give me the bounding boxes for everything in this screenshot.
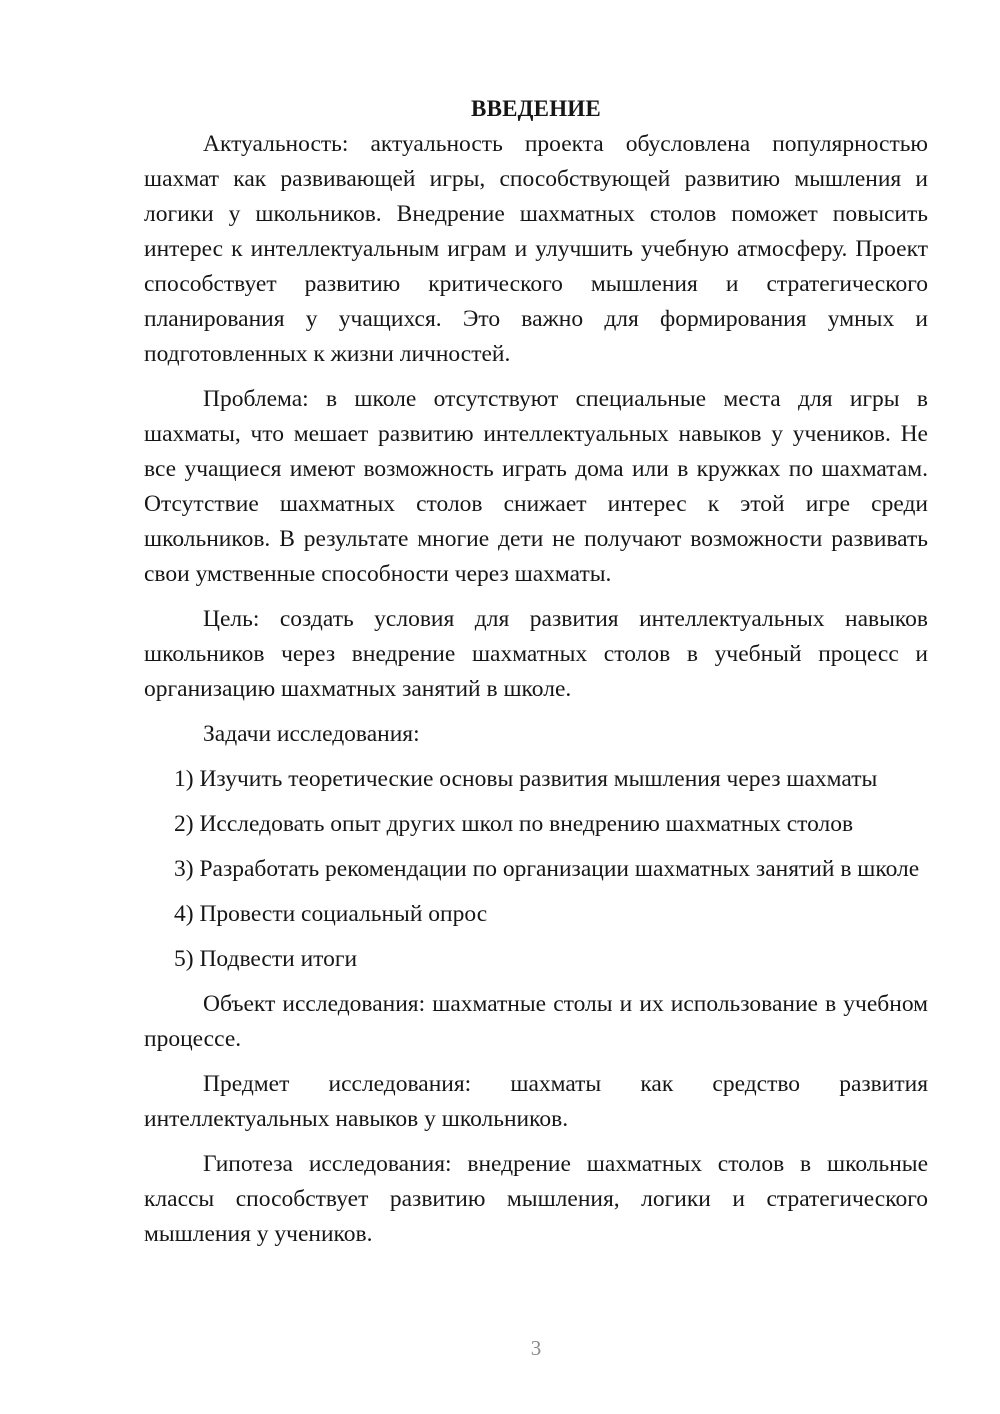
section-title: ВВЕДЕНИЕ (471, 96, 601, 121)
task-item: 5) Подвести итоги (174, 946, 358, 972)
paragraph-object: Объект исследования: шахматные столы и их использование в учебном процессе. (144, 991, 928, 1052)
page-number: 3 (530, 1336, 542, 1360)
task-item: 1) Изучить теоретические основы развития мышления через шахматы (174, 766, 878, 792)
task-item: 2) Исследовать опыт других школ по внедрению шахматных столов (174, 811, 854, 837)
page-body (144, 91, 928, 1252)
task-item: 4) Провести социальный опрос (174, 901, 488, 927)
paragraph-tasks-heading: Задачи исследования: (203, 721, 420, 747)
task-item: 3) Разработать рекомендации по организации шахматных занятий в школе (174, 856, 920, 882)
paragraph-relevance: Актуальность: актуальность проекта обусловлена популярностью шахмат как развивающей игры, способствующей развитию мышления и логики у школьников. Внедрение шахматных столов поможет повысить интерес к интеллектуальным играм и улучшить учебную атмосферу. Проект способствует развитию критического мышления и стратегического планирования у учащихся. Это важно для формирования умных и подготовленных к жизни личностей. (144, 131, 928, 367)
paragraph-hypothesis: Гипотеза исследования: внедрение шахматных столов в школьные классы способствует развитию мышления, логики и стратегического мышления у учеников. (144, 1151, 928, 1247)
paragraph-problem: Проблема: в школе отсутствуют специальные места для игры в шахматы, что мешает развитию интеллектуальных навыков у учеников. Не все учащиеся имеют возможность играть дома или в кружках по шахматам. Отсутствие шахматных столов снижает интерес к этой игре среди школьников. В результате многие дети не получают возможности развивать свои умственные способности через шахматы. (144, 386, 928, 587)
paragraph-goal: Цель: создать условия для развития интеллектуальных навыков школьников через внедрение шахматных столов в учебный процесс и организацию шахматных занятий в школе. (144, 606, 928, 702)
paragraph-subject: Предмет исследования: шахматы как средство развития интеллектуальных навыков у школьников. (144, 1071, 928, 1132)
